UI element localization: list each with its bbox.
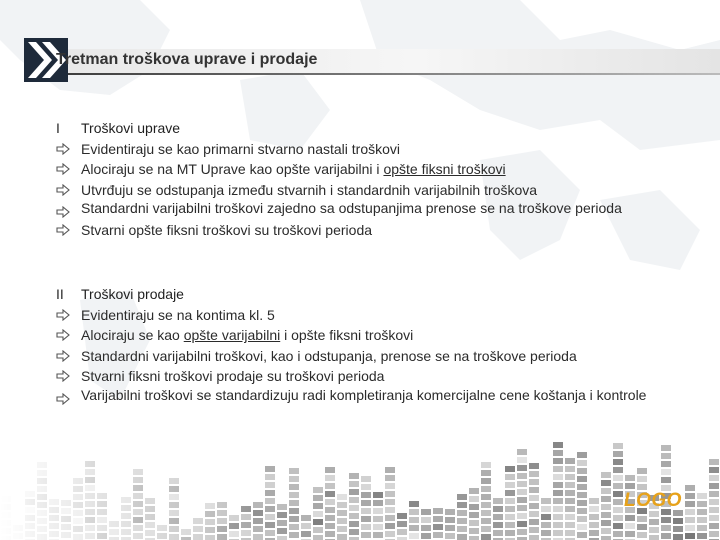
hollow-right-arrow-icon [56, 163, 70, 175]
section-heading: Troškovi uprave [81, 120, 181, 136]
roman-numeral: I [56, 120, 60, 136]
title-underline [48, 73, 720, 75]
hollow-right-arrow-icon [56, 350, 70, 362]
bullet-item [56, 200, 696, 218]
bullet-text: Varijabilni troškovi se standardizuju radi kompletiranja komercijalne cene koštanja i kontrole [81, 386, 647, 403]
bullet-item [56, 366, 696, 387]
hollow-right-arrow-icon [56, 224, 70, 236]
bullet-text: Evidentiraju se na kontima kl. 5 [81, 306, 275, 323]
bullet-item [56, 387, 696, 405]
bullet-text: Utvrđuju se odstupanja između stvarnih i standardnih varijabilnih troškova [81, 181, 538, 198]
section-heading-row [56, 118, 696, 139]
slide-title: Tretman troškova uprave i prodaje [56, 51, 318, 68]
hollow-right-arrow-icon [56, 393, 70, 405]
section-heading: Troškovi prodaje [81, 286, 184, 302]
bullet-item [56, 159, 696, 180]
hollow-right-arrow-icon [56, 143, 70, 155]
section-uprave [56, 118, 696, 241]
section-prodaje [56, 284, 696, 407]
bullet-text: Standardni varijabilni troškovi, kao i odstupanja, prenose se na troškove perioda [81, 347, 577, 364]
bullet-text: Standardni varijabilni troškovi zajedno sa odstupanjima prenose se na troškove perioda [81, 200, 622, 216]
bullet-item [56, 325, 696, 346]
bullet-text: Alociraju se na MT Uprave kao opšte varijabilni i opšte fiksni troškovi [81, 161, 506, 177]
bullet-item [56, 139, 696, 160]
hollow-right-arrow-icon [56, 309, 70, 321]
decorative-block-band [0, 440, 720, 540]
section-heading-row [56, 284, 696, 305]
bullet-item [56, 220, 696, 241]
bullet-text: Alociraju se kao opšte varijabilni i opšte fiksni troškovi [81, 327, 414, 343]
hollow-right-arrow-icon [56, 184, 70, 196]
bullet-text: Stvarni fiksni troškovi prodaje su troškovi perioda [81, 368, 385, 384]
hollow-right-arrow-icon [56, 370, 70, 382]
bullet-item [56, 305, 696, 326]
bullet-item [56, 180, 696, 201]
bullet-item [56, 346, 696, 367]
hollow-right-arrow-icon [56, 206, 70, 218]
roman-numeral: II [56, 286, 64, 302]
logo-text: LOGO [624, 490, 682, 511]
bullet-text: Evidentiraju se kao primarni stvarno nastali troškovi [81, 140, 401, 157]
hollow-right-arrow-icon [56, 329, 70, 341]
bullet-text: Stvarni opšte fiksni troškovi su troškovi perioda [81, 222, 373, 238]
